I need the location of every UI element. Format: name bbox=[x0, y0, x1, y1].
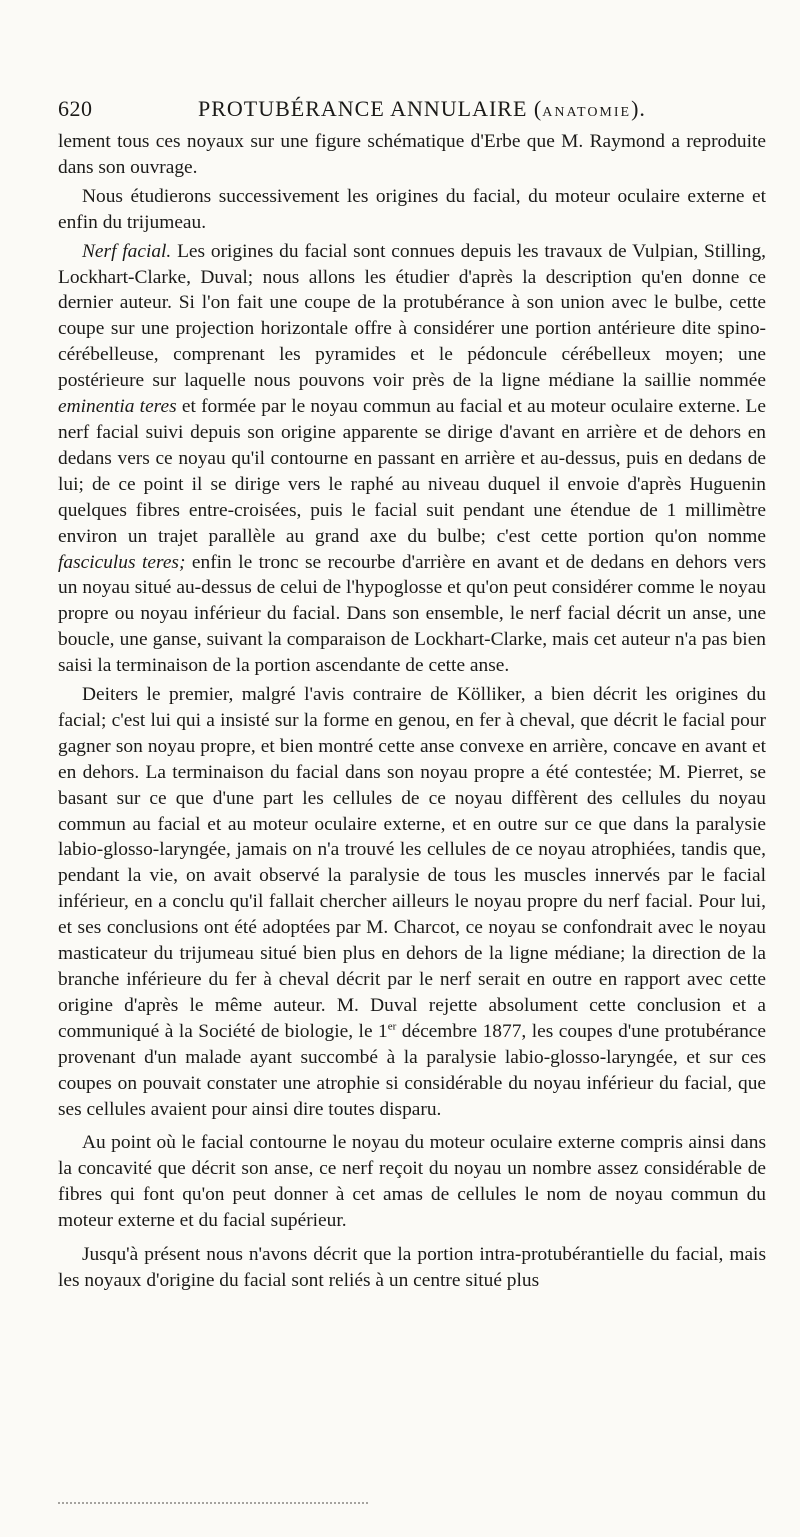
paragraph bbox=[58, 184, 766, 236]
paragraph-continuation bbox=[58, 129, 766, 181]
paragraph-text: décembre 1877, les coupes d'une protubérance provenant d'un malade ayant succombé à la paralysie labio-glosso-laryngée, et sur ces coupes on pouvait constater une atrophie si considérable du noyau inférieur du facial, que ses cellules avaient pour ainsi dire toutes disparu. bbox=[58, 1020, 766, 1120]
paragraph-text: Jusqu'à présent nous n'avons décrit que la portion intra-protubérantielle du facial, mais les noyaux d'origine du facial sont reliés à un centre situé plus bbox=[58, 1244, 766, 1291]
paragraph-text: lement tous ces noyaux sur une figure schématique d'Erbe que M. Raymond a reproduite dans son ouvrage. bbox=[58, 131, 766, 178]
paragraph-text: Les origines du facial sont connues depuis les travaux de Vulpian, Stilling, Lockhart-Clarke, Duval; nous allons les étudier d'après la description qu'en donne ce dernier auteur. Si l'on fait une coupe de la protubérance à son union avec le bulbe, cette coupe sur une projection horizontale offre à considérer une portion antérieure dite spino-cérébelleuse, comprenant les pyramides et le pédoncule cérébelleux moyen; une postérieure sur laquelle nous pouvons voir près de la ligne médiane la saillie nommée bbox=[58, 240, 766, 392]
term-fasciculus-teres: fasciculus teres; bbox=[58, 551, 186, 573]
paragraph-deiters bbox=[58, 682, 766, 1122]
paragraph bbox=[58, 1242, 766, 1294]
paragraph-text: et formée par le noyau commun au facial et au moteur oculaire externe. Le nerf facial suivi depuis son origine apparente se dirige d'avant en arrière et de dehors en dedans vers ce noyau qu'il contourne en passant en arrière et au-dessus, puis en dedans de lui; de ce point il se dirige vers le raphé au niveau duquel il envoie d'après Huguenin quelques fibres entre-croisées, puis le facial suit pendant une étendue de 1 millimètre environ un trajet parallèle au grand axe du bulbe; c'est cette portion qu'on nomme bbox=[58, 396, 766, 547]
running-title-end: ). bbox=[631, 96, 646, 121]
paragraph-text: Deiters le premier, malgré l'avis contraire de Kölliker, a bien décrit les origines du facial; c'est lui qui a insisté sur la forme en genou, en fer à cheval, que décrit le facial pour gagner son noyau propre, et bien montré cette anse convexe en arrière, concave en avant et en dehors. La terminaison du facial dans son noyau propre a été contestée; M. Pierret, se basant sur ce que d'une part les cellules de ce noyau diffèrent des cellules du noyau commun au facial et au moteur oculaire externe, et en outre sur ce que dans la paralysie labio-glosso-laryngée, jamais on n'a trouvé les cellules de ce noyau atrophiées, tandis que, pendant la vie, on avait observé la paralysie de tous les muscles innervés par le facial inférieur, en a conclu qu'il fallait chercher ailleurs le noyau propre du nerf facial. Pour lui, et ses conclusions ont été adoptées par M. Charcot, ce noyau se confondrait avec le noyau masticateur du trijumeau situé bien plus en dehors de la ligne médiane; la direction de la branche inférieure du fer à cheval décrit par le nerf serait en outre en rapport avec cette origine d'après le même auteur. M. Duval rejette absolument cette conclusion et a communiqué à la Société de biologie, le 1 bbox=[58, 684, 766, 1042]
ordinal-superscript: er bbox=[387, 1020, 397, 1033]
paragraph bbox=[58, 1130, 766, 1234]
book-page bbox=[58, 96, 766, 1294]
running-title-small-caps: ANATOMIE bbox=[542, 105, 632, 120]
paragraph-text: Au point où le facial contourne le noyau du moteur oculaire externe compris ainsi dans la concavité que décrit son anse, ce nerf reçoit du noyau un nombre assez considérable de fibres qui font qu'on peut donner à cet amas de cellules le nom de noyau commun du moteur externe et du facial supérieur. bbox=[58, 1132, 766, 1232]
paragraph-nerf-facial bbox=[58, 239, 766, 679]
paragraph-text: enfin le tronc se recourbe d'arrière en avant et de dedans en dehors vers un noyau situé au-dessus de celui de l'hypoglosse et qu'on peut considérer comme le noyau propre ou noyau inférieur du facial. Dans son ensemble, le nerf facial décrit un anse, une boucle, une ganse, suivant la comparaison de Lockhart-Clarke, mais cet auteur n'a pas bien saisi la terminaison de la portion ascendante de cette anse. bbox=[58, 551, 766, 677]
running-title bbox=[198, 96, 646, 122]
paragraph-text: Nous étudierons successivement les origines du facial, du moteur oculaire externe et enfin du trijumeau. bbox=[58, 185, 766, 233]
footer-rule bbox=[58, 1502, 368, 1504]
page-number: 620 bbox=[58, 96, 93, 121]
running-title-main: PROTUBÉRANCE ANNULAIRE ( bbox=[198, 96, 543, 121]
term-eminentia-teres: eminentia teres bbox=[58, 396, 177, 418]
page-header bbox=[58, 96, 766, 126]
body-text bbox=[58, 129, 766, 1294]
section-lead: Nerf facial. bbox=[82, 240, 172, 262]
